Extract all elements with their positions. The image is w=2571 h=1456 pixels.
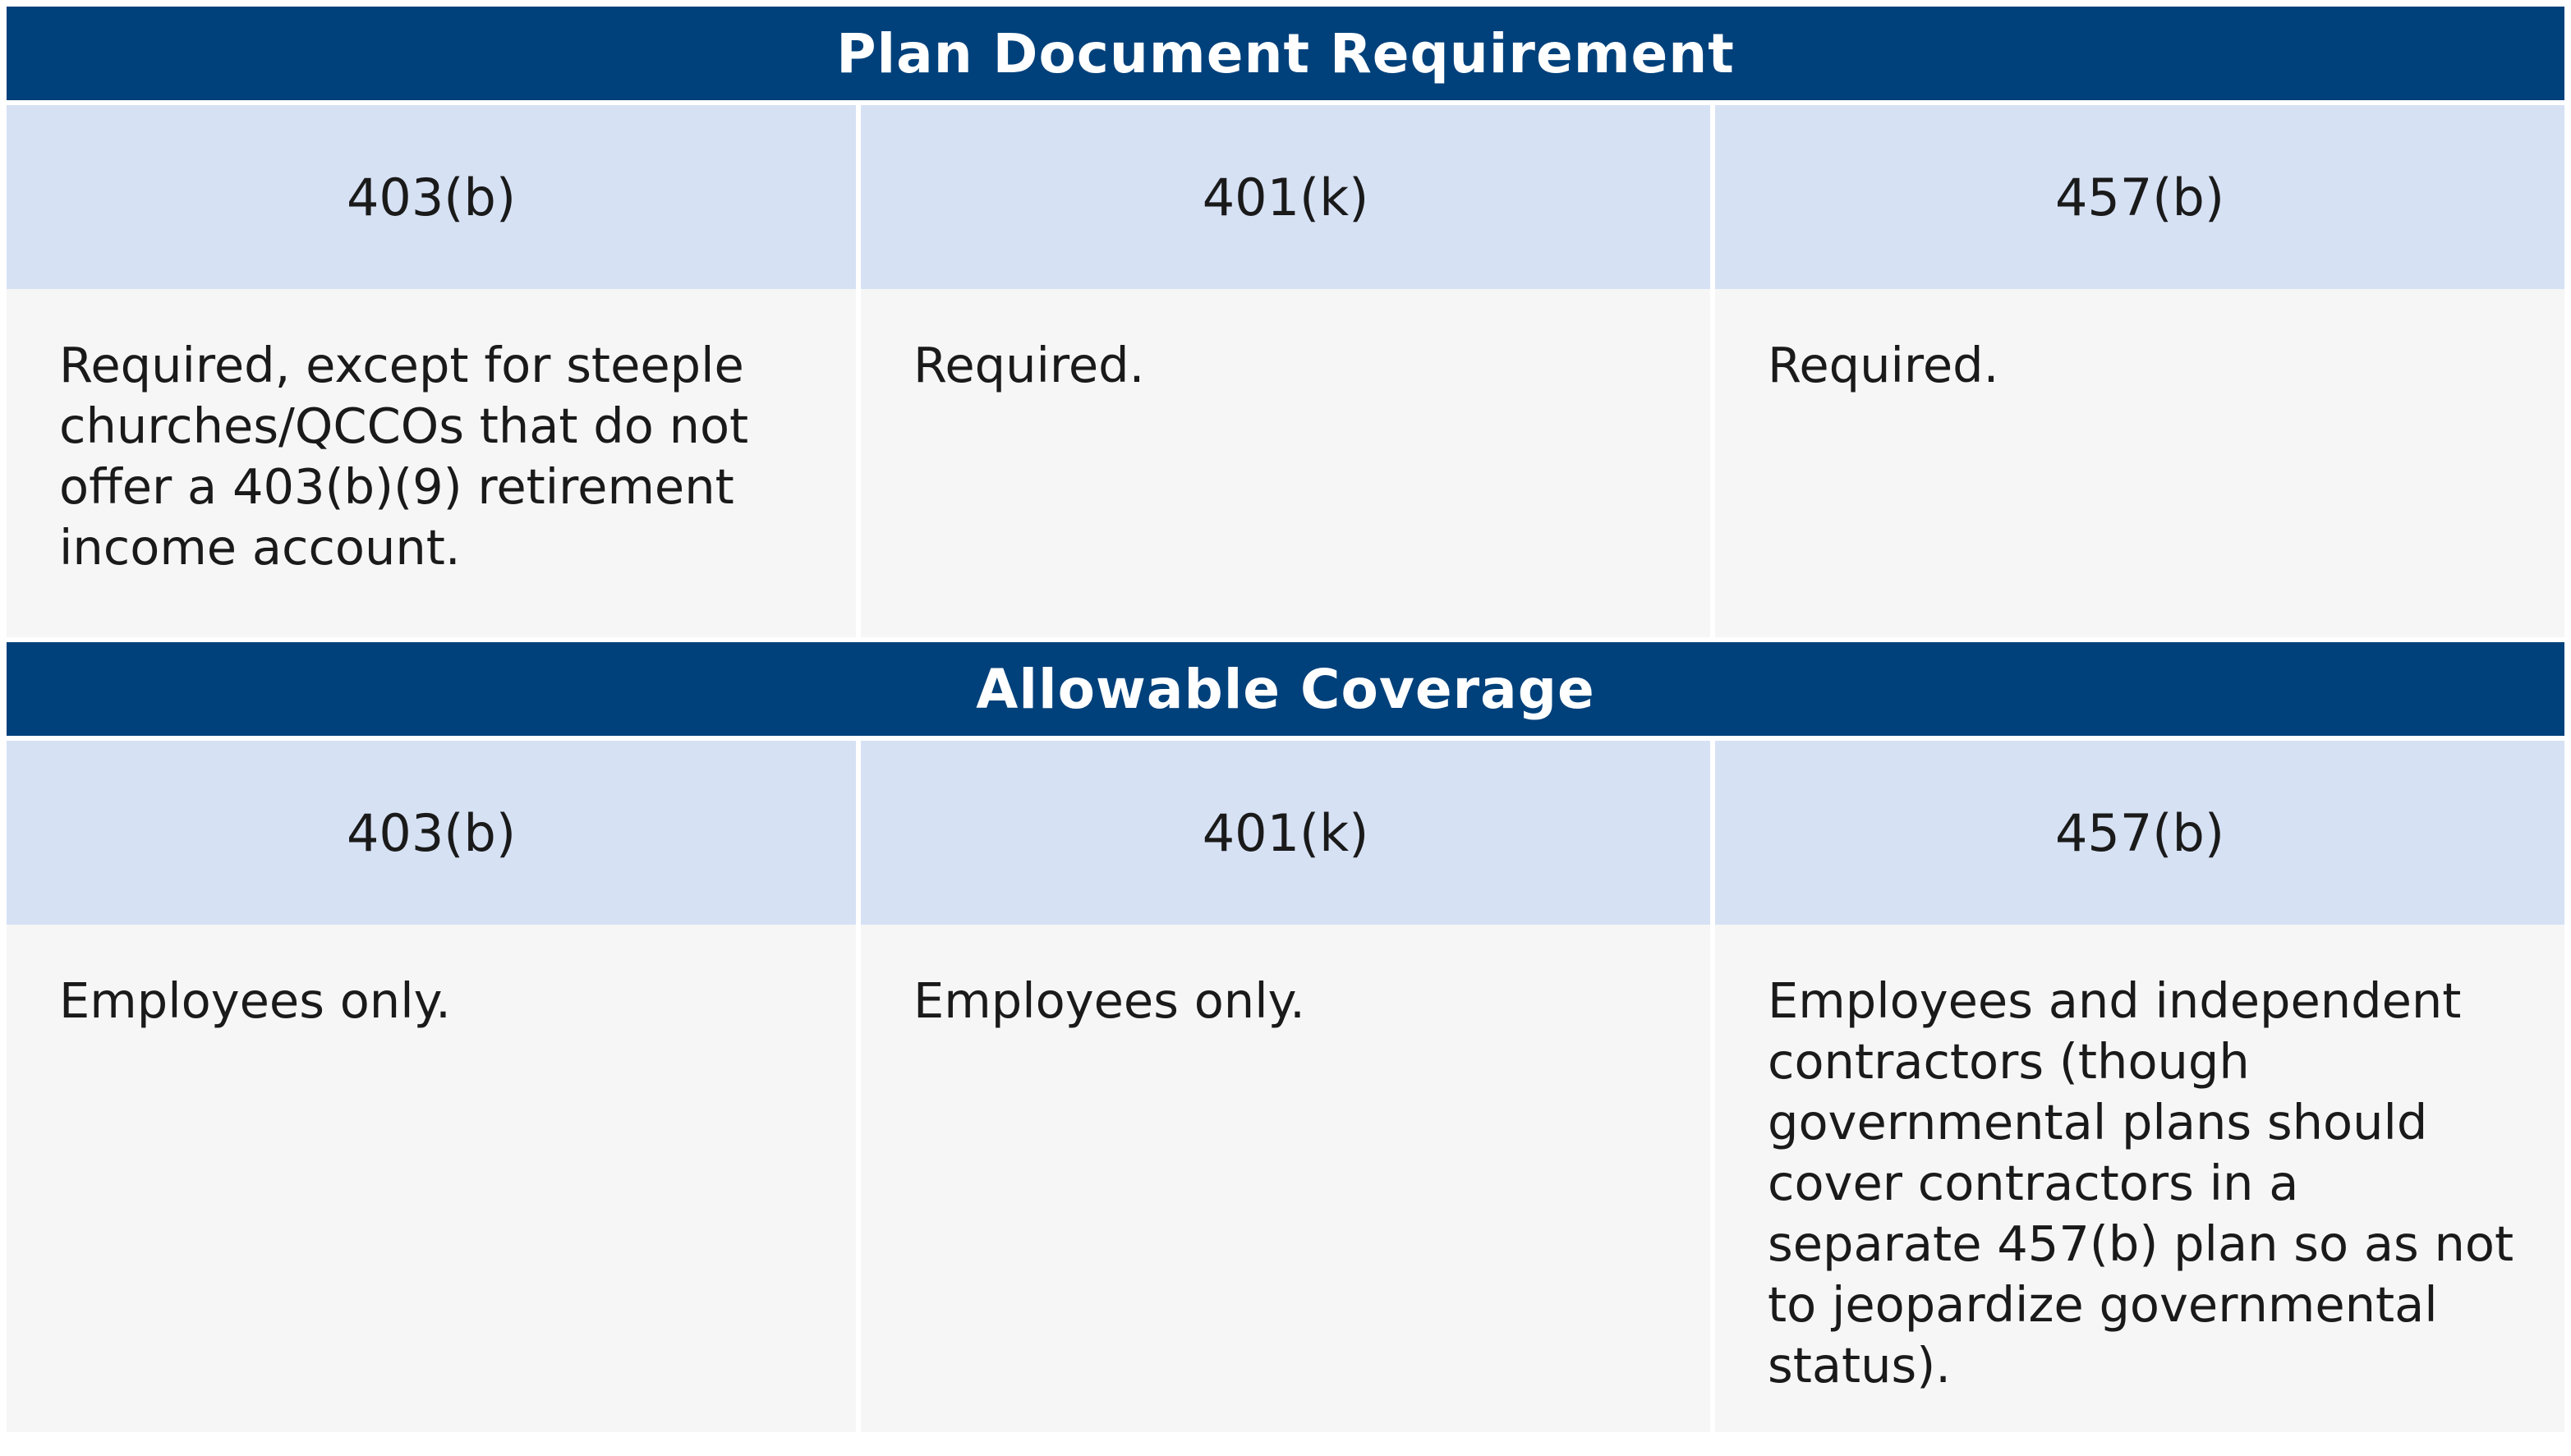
cell-401k-coverage: Employees only. xyxy=(861,925,1710,1432)
cell-403b-plan-document: Required, except for steeple churches/QCCOs that do not offer a 403(b)(9) retirement income account. xyxy=(7,289,856,637)
column-header-403b: 403(b) xyxy=(7,741,856,925)
section-title-allowable-coverage: Allowable Coverage xyxy=(7,642,2564,736)
cell-403b-coverage: Employees only. xyxy=(7,925,856,1432)
column-header-401k: 401(k) xyxy=(861,105,1710,289)
column-header-457b: 457(b) xyxy=(1715,741,2564,925)
section-allowable-coverage xyxy=(7,741,2564,1432)
section-title-plan-document-requirement: Plan Document Requirement xyxy=(7,7,2564,100)
section-plan-document-requirement xyxy=(7,105,2564,637)
column-header-457b: 457(b) xyxy=(1715,105,2564,289)
column-header-401k: 401(k) xyxy=(861,741,1710,925)
column-header-403b: 403(b) xyxy=(7,105,856,289)
cell-401k-plan-document: Required. xyxy=(861,289,1710,637)
comparison-table xyxy=(7,7,2564,1432)
cell-457b-coverage: Employees and independent contractors (though governmental plans should cover contractors in a separate 457(b) plan so as not to jeopardize governmental status). xyxy=(1715,925,2564,1432)
cell-457b-plan-document: Required. xyxy=(1715,289,2564,637)
